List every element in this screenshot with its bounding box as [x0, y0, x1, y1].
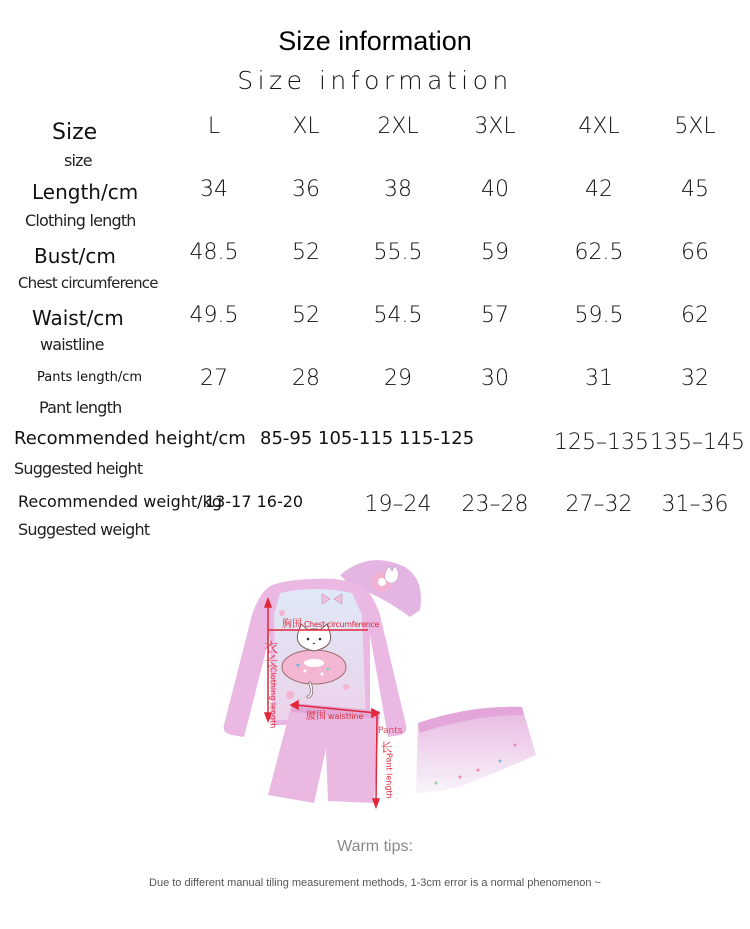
length-annotation-cn: 衣长 — [262, 640, 278, 668]
waist-sublabel: waistline — [40, 335, 104, 354]
weight-label: Recommended weight/kg — [18, 492, 222, 511]
size-header-label: Size — [52, 120, 98, 145]
waist-xl: 52 — [292, 303, 320, 328]
pantlen-annotation-cn: 长 — [379, 741, 393, 753]
waist-3xl: 57 — [481, 303, 509, 328]
bust-3xl: 59 — [481, 240, 509, 265]
weight-5xl: 31–36 — [661, 492, 729, 517]
bust-sublabel: Chest circumference — [18, 274, 158, 292]
length-l: 34 — [200, 177, 228, 202]
height-label: Recommended height/cm — [14, 428, 246, 449]
pants-label: Pants length/cm — [37, 370, 143, 385]
size-col-4xl: 4XL — [578, 114, 620, 139]
length-4xl: 42 — [585, 177, 613, 202]
height-sublabel: Suggested height — [14, 459, 143, 478]
length-sublabel: Clothing length — [25, 211, 136, 230]
weight-3xl: 23–28 — [461, 492, 529, 517]
pants-3xl: 30 — [481, 366, 509, 391]
bust-5xl: 66 — [681, 240, 709, 265]
weight-sublabel: Suggested weight — [18, 520, 150, 539]
swim-skirt — [416, 707, 536, 793]
bust-xl: 52 — [292, 240, 320, 265]
height-4xl: 125–135 — [554, 430, 649, 455]
warm-tips-title: Warm tips: — [337, 838, 413, 855]
size-col-3xl: 3XL — [474, 114, 516, 139]
waist-label: Waist/cm — [32, 306, 124, 330]
pants-sublabel: Pant length — [39, 398, 122, 417]
size-col-l: L — [207, 114, 221, 139]
waist-l: 49.5 — [189, 303, 239, 328]
bust-l: 48.5 — [189, 240, 239, 265]
length-label: Length/cm — [32, 180, 139, 204]
weight-inline-values: 13-17 16-20 — [205, 492, 304, 511]
bust-4xl: 62.5 — [574, 240, 624, 265]
pants-xl: 28 — [292, 366, 320, 391]
height-inline-values: 85-95 105-115 115-125 — [260, 428, 475, 449]
height-5xl: 135–145 — [650, 430, 745, 455]
pants-annotation-en: Pants — [378, 726, 403, 736]
size-col-xl: XL — [292, 114, 320, 139]
size-header-sublabel: size — [64, 151, 92, 170]
chest-annotation-en: Chest circumference — [304, 620, 379, 629]
page-title: Size information — [278, 26, 472, 56]
chest-annotation-cn: 胸围 — [282, 619, 302, 630]
size-col-5xl: 5XL — [674, 114, 716, 139]
length-5xl: 45 — [681, 177, 709, 202]
pants-4xl: 31 — [585, 366, 613, 391]
pants-l: 27 — [200, 366, 228, 391]
length-xl: 36 — [292, 177, 320, 202]
pants-2xl: 29 — [384, 366, 412, 391]
waist-2xl: 54.5 — [373, 303, 423, 328]
warm-tips-text: Due to different manual tiling measurement methods, 1-3cm error is a normal phenomenon ~ — [149, 877, 601, 889]
page-subtitle: Size information — [237, 66, 513, 95]
swimsuit-illustration — [210, 555, 550, 815]
waist-5xl: 62 — [681, 303, 709, 328]
pantlen-annotation-en: Pant length — [384, 753, 394, 799]
waist-annotation-en: waistline — [328, 712, 364, 721]
bust-2xl: 55.5 — [373, 240, 423, 265]
weight-4xl: 27–32 — [565, 492, 633, 517]
waist-annotation-cn: 腰围 — [306, 711, 326, 722]
pants-5xl: 32 — [681, 366, 709, 391]
size-col-2xl: 2XL — [377, 114, 419, 139]
length-3xl: 40 — [481, 177, 509, 202]
weight-2xl: 19–24 — [364, 492, 432, 517]
bust-label: Bust/cm — [34, 244, 116, 268]
length-2xl: 38 — [384, 177, 412, 202]
waist-4xl: 59.5 — [574, 303, 624, 328]
length-annotation-en: Clothing length — [268, 667, 278, 729]
